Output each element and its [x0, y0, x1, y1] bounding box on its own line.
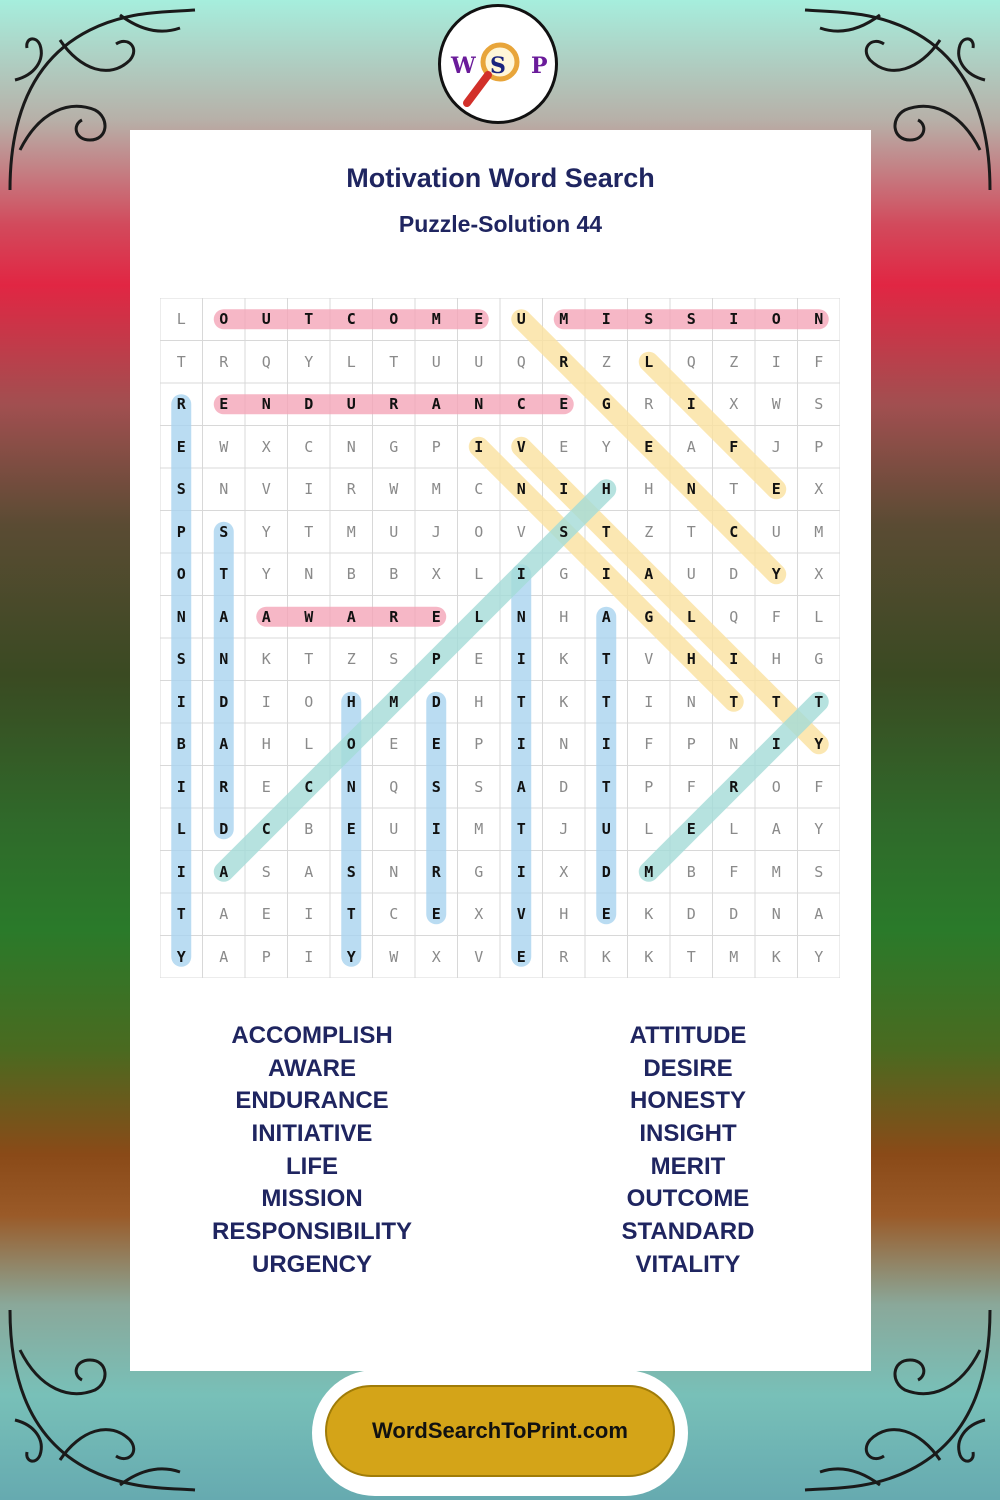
word-list-left	[152, 1020, 472, 1282]
grid-cell[interactable]: X	[814, 565, 824, 584]
grid-cell[interactable]: U	[771, 522, 781, 541]
grid-cell[interactable]: N	[516, 480, 526, 499]
grid-cell[interactable]: N	[346, 437, 356, 456]
grid-cell[interactable]: R	[389, 395, 399, 414]
grid-cell[interactable]: Y	[176, 947, 186, 966]
grid-cell[interactable]: R	[559, 352, 569, 371]
word-list-item: URGENCY	[251, 1250, 372, 1278]
grid-cell[interactable]: R	[644, 395, 654, 414]
grid-cell[interactable]: X	[431, 565, 441, 584]
grid-cell[interactable]: Y	[346, 947, 356, 966]
grid-cell[interactable]: M	[559, 310, 569, 329]
grid-cell[interactable]: K	[601, 947, 611, 966]
grid-cell[interactable]: L	[346, 352, 356, 371]
grid-cell[interactable]: E	[474, 310, 484, 329]
grid-cell[interactable]: T	[814, 692, 824, 711]
grid-cell[interactable]: M	[771, 862, 781, 881]
grid-cell[interactable]: I	[516, 565, 526, 584]
word-search-grid	[160, 298, 840, 978]
grid-cell[interactable]: V	[516, 905, 526, 924]
word-list-item: INSIGHT	[639, 1120, 737, 1148]
grid-cell[interactable]: V	[516, 522, 526, 541]
grid-cell[interactable]: S	[176, 480, 186, 499]
grid-cell[interactable]: A	[771, 820, 781, 839]
grid-cell[interactable]: T	[516, 820, 526, 839]
grid-cell[interactable]: R	[729, 777, 739, 796]
grid-cell[interactable]: I	[176, 692, 186, 711]
grid-cell[interactable]: H	[771, 650, 781, 669]
grid-cell[interactable]: H	[601, 480, 611, 499]
grid-cell[interactable]: P	[431, 437, 441, 456]
grid-cell[interactable]: S	[559, 522, 569, 541]
grid-cell[interactable]: I	[516, 735, 526, 754]
grid-cell[interactable]: I	[304, 905, 314, 924]
grid-cell[interactable]: M	[389, 692, 399, 711]
word-list-item: HONESTY	[629, 1087, 746, 1115]
word-list-item: MISSION	[261, 1185, 363, 1213]
word-list-item: DESIRE	[643, 1054, 733, 1082]
grid-cell[interactable]: I	[559, 480, 569, 499]
grid-cell[interactable]: M	[729, 947, 739, 966]
grid-cell[interactable]: N	[474, 395, 484, 414]
grid-cell[interactable]: S	[261, 862, 271, 881]
grid-cell[interactable]: I	[644, 692, 654, 711]
grid-cell[interactable]: P	[644, 777, 654, 796]
letter-grid	[160, 298, 840, 978]
grid-cell[interactable]: N	[686, 480, 696, 499]
site-link[interactable]: WordSearchToPrint.com	[325, 1385, 675, 1477]
grid-cell[interactable]: U	[389, 522, 399, 541]
grid-cell[interactable]: M	[814, 522, 824, 541]
grid-cell[interactable]: U	[389, 820, 399, 839]
logo-letter-p: P	[531, 53, 548, 79]
grid-cell[interactable]: L	[644, 352, 654, 371]
grid-cell[interactable]: Y	[304, 352, 314, 371]
grid-cell[interactable]: G	[389, 437, 399, 456]
grid-cell[interactable]: T	[601, 777, 611, 796]
grid-cell[interactable]: P	[686, 735, 696, 754]
grid-cell[interactable]: N	[729, 735, 739, 754]
grid-cell[interactable]: N	[304, 565, 314, 584]
grid-cell[interactable]: R	[219, 352, 229, 371]
grid-cell[interactable]: Q	[686, 352, 696, 371]
grid-cell[interactable]: I	[601, 735, 611, 754]
page-title: Motivation Word Search	[346, 163, 655, 193]
grid-cell[interactable]: A	[304, 862, 314, 881]
grid-cell[interactable]: C	[346, 310, 356, 329]
grid-cell[interactable]: P	[814, 437, 824, 456]
grid-cell[interactable]: G	[559, 565, 569, 584]
grid-cell[interactable]: R	[176, 395, 186, 414]
word-list-item: ENDURANCE	[235, 1087, 389, 1115]
grid-cell[interactable]: T	[304, 650, 314, 669]
grid-cell[interactable]: X	[474, 905, 484, 924]
grid-cell[interactable]: L	[729, 820, 739, 839]
grid-cell[interactable]: E	[559, 395, 569, 414]
grid-cell[interactable]: Y	[261, 522, 271, 541]
grid-cell[interactable]: Q	[516, 352, 526, 371]
grid-cell[interactable]: G	[601, 395, 611, 414]
grid-cell[interactable]: I	[771, 352, 781, 371]
grid-cell[interactable]: Y	[601, 437, 611, 456]
grid-cell[interactable]: Q	[729, 607, 739, 626]
grid-cell[interactable]: V	[474, 947, 484, 966]
grid-cell[interactable]: S	[814, 862, 824, 881]
grid-cell[interactable]: M	[644, 862, 654, 881]
grid-cell[interactable]: B	[346, 565, 356, 584]
grid-cell[interactable]: I	[431, 820, 441, 839]
grid-cell[interactable]: L	[814, 607, 824, 626]
grid-cell[interactable]: M	[346, 522, 356, 541]
grid-cell[interactable]: A	[219, 947, 229, 966]
grid-cell[interactable]: I	[686, 395, 696, 414]
grid-cell[interactable]: T	[389, 352, 399, 371]
grid-cell[interactable]: E	[771, 480, 781, 499]
word-list-item: STANDARD	[621, 1218, 755, 1246]
grid-cell[interactable]: G	[644, 607, 654, 626]
grid-cell[interactable]: A	[219, 862, 229, 881]
grid-cell[interactable]: I	[304, 480, 314, 499]
grid-cell[interactable]: I	[261, 692, 271, 711]
grid-cell[interactable]: T	[601, 522, 611, 541]
grid-cell[interactable]: O	[771, 310, 781, 329]
grid-cell[interactable]: M	[431, 480, 441, 499]
grid-cell[interactable]: G	[814, 650, 824, 669]
grid-cell[interactable]: A	[814, 905, 824, 924]
grid-cell[interactable]: J	[559, 820, 569, 839]
grid-cell[interactable]: H	[346, 692, 356, 711]
grid-cell[interactable]: R	[389, 607, 399, 626]
grid-cell[interactable]: T	[686, 522, 696, 541]
grid-cell[interactable]: R	[431, 862, 441, 881]
grid-cell[interactable]: N	[559, 735, 569, 754]
grid-cell[interactable]: D	[729, 905, 739, 924]
grid-cell[interactable]: W	[771, 395, 781, 414]
word-list-item: RESPONSIBILITY	[211, 1218, 413, 1246]
grid-cell[interactable]: E	[261, 777, 271, 796]
grid-cell[interactable]: S	[389, 650, 399, 669]
grid-cell[interactable]: F	[814, 777, 824, 796]
grid-cell[interactable]: E	[686, 820, 696, 839]
grid-cell[interactable]: T	[729, 480, 739, 499]
grid-cell[interactable]: H	[559, 607, 569, 626]
grid-cell[interactable]: D	[559, 777, 569, 796]
grid-cell[interactable]: T	[516, 692, 526, 711]
grid-cell[interactable]: T	[601, 692, 611, 711]
grid-cell[interactable]: K	[771, 947, 781, 966]
grid-cell[interactable]: J	[771, 437, 781, 456]
grid-cell[interactable]: E	[474, 650, 484, 669]
word-list-item: OUTCOME	[626, 1185, 750, 1213]
grid-cell[interactable]: N	[176, 607, 186, 626]
grid-cell[interactable]: T	[346, 905, 356, 924]
grid-cell[interactable]: K	[644, 905, 654, 924]
word-list-item: MERIT	[650, 1152, 726, 1180]
grid-cell[interactable]: N	[219, 480, 229, 499]
logo-letter-w: W	[451, 53, 476, 79]
grid-cell[interactable]: T	[219, 565, 229, 584]
grid-cell[interactable]: L	[474, 565, 484, 584]
grid-cell[interactable]: L	[176, 820, 186, 839]
grid-cell[interactable]: P	[474, 735, 484, 754]
grid-cell[interactable]: T	[771, 692, 781, 711]
grid-cell[interactable]: E	[431, 607, 441, 626]
grid-cell[interactable]: B	[686, 862, 696, 881]
grid-cell[interactable]: P	[431, 650, 441, 669]
grid-cell[interactable]: I	[474, 437, 484, 456]
grid-cell[interactable]: T	[304, 310, 314, 329]
grid-cell[interactable]: D	[729, 565, 739, 584]
grid-cell[interactable]: A	[644, 565, 654, 584]
grid-cell[interactable]: L	[304, 735, 314, 754]
grid-cell[interactable]: T	[601, 650, 611, 669]
grid-cell[interactable]: I	[601, 565, 611, 584]
grid-cell[interactable]: N	[814, 310, 824, 329]
grid-cell[interactable]: D	[686, 905, 696, 924]
grid-cell[interactable]: I	[176, 862, 186, 881]
grid-cell[interactable]: P	[261, 947, 271, 966]
word-list-item: ACCOMPLISH	[231, 1022, 393, 1049]
grid-cell[interactable]: E	[176, 437, 186, 456]
grid-cell[interactable]: C	[389, 905, 399, 924]
grid-cell[interactable]: K	[559, 650, 569, 669]
grid-cell[interactable]: N	[219, 650, 229, 669]
grid-cell[interactable]: H	[261, 735, 271, 754]
grid-cell[interactable]: I	[771, 735, 781, 754]
grid-cell[interactable]: I	[304, 947, 314, 966]
grid-cell[interactable]: Q	[389, 777, 399, 796]
grid-cell[interactable]: D	[219, 820, 229, 839]
word-list-right	[528, 1020, 848, 1282]
grid-cell[interactable]: U	[261, 310, 271, 329]
grid-cell[interactable]: S	[431, 777, 441, 796]
grid-cell[interactable]: M	[474, 820, 484, 839]
grid-cell[interactable]: C	[516, 395, 526, 414]
word-list-item: AWARE	[267, 1054, 356, 1082]
grid-cell[interactable]: C	[304, 437, 314, 456]
grid-cell[interactable]: K	[261, 650, 271, 669]
grid-cell[interactable]: Q	[261, 352, 271, 371]
page-subtitle: Puzzle-Solution 44	[398, 211, 603, 237]
grid-cell[interactable]: J	[431, 522, 441, 541]
grid-cell[interactable]: H	[559, 905, 569, 924]
grid-cell[interactable]: H	[474, 692, 484, 711]
grid-cell[interactable]: W	[389, 480, 399, 499]
grid-cell[interactable]: A	[516, 777, 526, 796]
grid-cell[interactable]: B	[389, 565, 399, 584]
word-list-item: ATTITUDE	[629, 1022, 747, 1049]
grid-cell[interactable]: I	[516, 862, 526, 881]
grid-cell[interactable]: D	[601, 862, 611, 881]
grid-cell[interactable]: F	[686, 777, 696, 796]
grid-cell[interactable]: E	[219, 395, 229, 414]
grid-cell[interactable]: Y	[814, 947, 824, 966]
grid-cell[interactable]: C	[261, 820, 271, 839]
grid-cell[interactable]: E	[431, 735, 441, 754]
grid-cell[interactable]: U	[601, 820, 611, 839]
grid-cell[interactable]: A	[431, 395, 441, 414]
grid-cell[interactable]: W	[304, 607, 314, 626]
grid-cell[interactable]: E	[431, 905, 441, 924]
grid-cell[interactable]: A	[219, 905, 229, 924]
grid-cell[interactable]: S	[346, 862, 356, 881]
grid-cell[interactable]: X	[814, 480, 824, 499]
grid-cell[interactable]: I	[516, 650, 526, 669]
grid-cell[interactable]: O	[389, 310, 399, 329]
grid-cell[interactable]: F	[814, 352, 824, 371]
grid-cell[interactable]: Y	[814, 735, 824, 754]
grid-cell[interactable]: L	[176, 310, 186, 329]
grid-cell[interactable]: E	[516, 947, 526, 966]
grid-cell[interactable]: U	[686, 565, 696, 584]
grid-cell[interactable]: L	[474, 607, 484, 626]
logo-letter-s: S	[490, 53, 506, 79]
grid-cell[interactable]: X	[261, 437, 271, 456]
grid-cell[interactable]: V	[261, 480, 271, 499]
grid-cell[interactable]: T	[729, 692, 739, 711]
grid-cell[interactable]: I	[729, 310, 739, 329]
word-list-item: VITALITY	[635, 1250, 741, 1278]
grid-cell[interactable]: L	[644, 820, 654, 839]
grid-cell[interactable]: S	[686, 310, 696, 329]
grid-cell[interactable]: N	[389, 862, 399, 881]
grid-cell[interactable]: C	[304, 777, 314, 796]
grid-cell[interactable]: O	[219, 310, 229, 329]
grid-cell[interactable]: N	[261, 395, 271, 414]
grid-cell[interactable]: T	[304, 522, 314, 541]
grid-cell[interactable]: D	[219, 692, 229, 711]
wsp-logo	[438, 4, 558, 124]
grid-cell[interactable]: S	[219, 522, 229, 541]
grid-cell[interactable]: O	[771, 777, 781, 796]
grid-cell[interactable]: T	[686, 947, 696, 966]
word-list-item: INITIATIVE	[251, 1120, 373, 1148]
grid-cell[interactable]: O	[474, 522, 484, 541]
grid-cell[interactable]: U	[431, 352, 441, 371]
grid-cell[interactable]: Z	[601, 352, 611, 371]
grid-cell[interactable]: T	[176, 905, 186, 924]
grid-cell[interactable]: D	[304, 395, 314, 414]
grid-cell[interactable]: C	[474, 480, 484, 499]
grid-cell[interactable]: F	[729, 437, 739, 456]
grid-cell[interactable]: E	[601, 905, 611, 924]
grid-cell[interactable]: E	[346, 820, 356, 839]
grid-cell[interactable]: O	[346, 735, 356, 754]
grid-cell[interactable]: A	[601, 607, 611, 626]
grid-cell[interactable]: Y	[814, 820, 824, 839]
grid-cell[interactable]: U	[474, 352, 484, 371]
grid-cell[interactable]: O	[304, 692, 314, 711]
grid-cell[interactable]: K	[644, 947, 654, 966]
grid-cell[interactable]: N	[771, 905, 781, 924]
grid-cell[interactable]: T	[176, 352, 186, 371]
grid-cell[interactable]: V	[516, 437, 526, 456]
grid-cell[interactable]: I	[729, 650, 739, 669]
grid-cell[interactable]: M	[431, 310, 441, 329]
grid-cell[interactable]: Z	[644, 522, 654, 541]
grid-cell[interactable]: H	[686, 650, 696, 669]
grid-cell[interactable]: S	[814, 395, 824, 414]
grid-cell[interactable]: E	[559, 437, 569, 456]
grid-cell[interactable]: Y	[771, 565, 781, 584]
grid-cell[interactable]: A	[219, 607, 229, 626]
grid-cell[interactable]: S	[176, 650, 186, 669]
grid-cell[interactable]: F	[771, 607, 781, 626]
grid-cell[interactable]: V	[644, 650, 654, 669]
grid-cell[interactable]: W	[389, 947, 399, 966]
grid-cell[interactable]: G	[474, 862, 484, 881]
grid-cell[interactable]: N	[516, 607, 526, 626]
grid-cell[interactable]: A	[219, 735, 229, 754]
grid-cell[interactable]: E	[261, 905, 271, 924]
grid-cell[interactable]: H	[644, 480, 654, 499]
grid-cell[interactable]: Z	[346, 650, 356, 669]
grid-cell[interactable]: I	[176, 777, 186, 796]
grid-cell[interactable]: F	[644, 735, 654, 754]
grid-cell[interactable]: S	[644, 310, 654, 329]
grid-cell[interactable]: K	[559, 692, 569, 711]
grid-cell[interactable]: U	[516, 310, 526, 329]
grid-cell[interactable]: Z	[729, 352, 739, 371]
grid-cell[interactable]: A	[686, 437, 696, 456]
grid-cell[interactable]: D	[431, 692, 441, 711]
grid-cell[interactable]: E	[644, 437, 654, 456]
grid-cell[interactable]: X	[431, 947, 441, 966]
grid-cell[interactable]: N	[346, 777, 356, 796]
grid-cell[interactable]: P	[176, 522, 186, 541]
grid-cell[interactable]: I	[601, 310, 611, 329]
grid-cell[interactable]: L	[686, 607, 696, 626]
grid-cell[interactable]: S	[474, 777, 484, 796]
grid-cell[interactable]: C	[729, 522, 739, 541]
grid-cell[interactable]: N	[686, 692, 696, 711]
grid-cell[interactable]: O	[176, 565, 186, 584]
grid-cell[interactable]: A	[346, 607, 356, 626]
grid-cell[interactable]: R	[346, 480, 356, 499]
grid-cell[interactable]: X	[729, 395, 739, 414]
grid-cell[interactable]: R	[559, 947, 569, 966]
grid-cell[interactable]: A	[261, 607, 271, 626]
grid-cell[interactable]: U	[346, 395, 356, 414]
grid-cell[interactable]: F	[729, 862, 739, 881]
grid-cell[interactable]: B	[304, 820, 314, 839]
grid-cell[interactable]: Y	[261, 565, 271, 584]
grid-cell[interactable]: R	[219, 777, 229, 796]
word-list-item: LIFE	[286, 1152, 338, 1180]
grid-cell[interactable]: B	[176, 735, 186, 754]
grid-cell[interactable]: X	[559, 862, 569, 881]
grid-cell[interactable]: E	[389, 735, 399, 754]
grid-cell[interactable]: W	[219, 437, 229, 456]
